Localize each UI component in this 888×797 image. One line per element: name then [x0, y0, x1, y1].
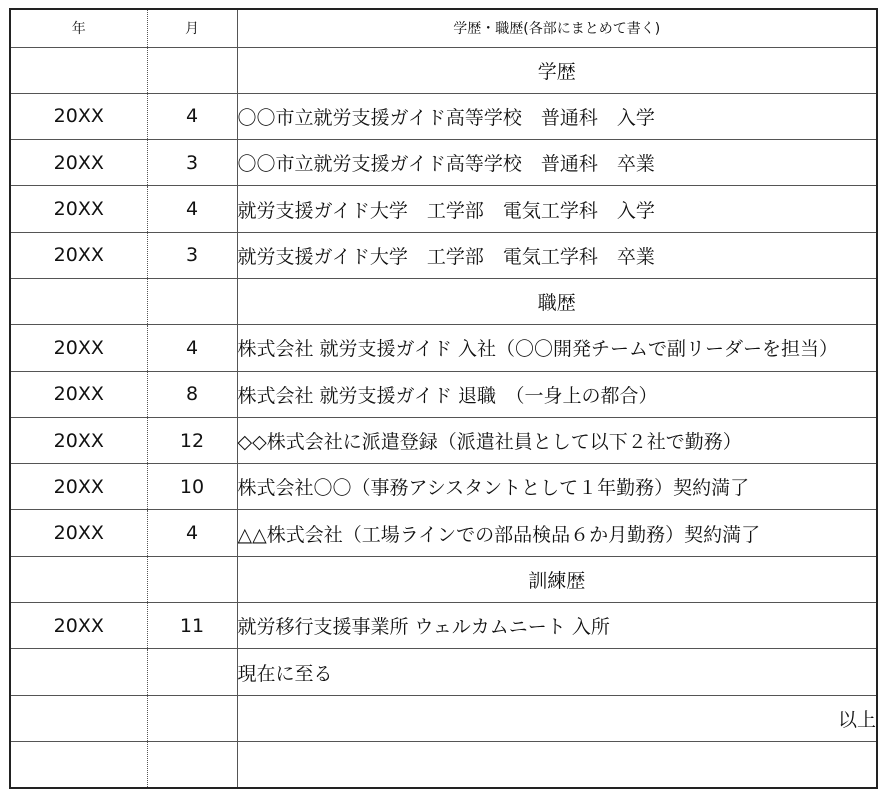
year-cell: 20XX [10, 464, 147, 510]
table-row [10, 695, 877, 741]
month-cell: 3 [147, 140, 237, 186]
detail-cell: 株式会社 就労支援ガイド 退職 （一身上の都合） [237, 371, 877, 417]
education-work-history-table [9, 8, 878, 789]
table-row [10, 741, 877, 787]
table-row [10, 649, 877, 695]
table-row [10, 325, 877, 371]
detail-cell: 〇〇市立就労支援ガイド高等学校 普通科 入学 [237, 93, 877, 139]
table-row [10, 510, 877, 556]
table-row [10, 232, 877, 278]
year-cell: 20XX [10, 186, 147, 232]
detail-cell: 現在に至る [237, 649, 877, 695]
month-cell: 4 [147, 93, 237, 139]
year-cell: 20XX [10, 417, 147, 463]
table-row [10, 603, 877, 649]
month-cell [147, 278, 237, 324]
year-cell [10, 278, 147, 324]
detail-cell: ◇◇株式会社に派遣登録（派遣社員として以下２社で勤務） [237, 417, 877, 463]
month-cell: 11 [147, 603, 237, 649]
year-cell: 20XX [10, 325, 147, 371]
detail-cell: △△株式会社（工場ラインでの部品検品６か月勤務）契約満了 [237, 510, 877, 556]
year-cell [10, 556, 147, 602]
year-cell: 20XX [10, 371, 147, 417]
table-row [10, 47, 877, 93]
detail-cell: 〇〇市立就労支援ガイド高等学校 普通科 卒業 [237, 140, 877, 186]
month-column-header: 月 [147, 9, 237, 47]
month-cell [147, 47, 237, 93]
month-cell [147, 695, 237, 741]
month-cell: 8 [147, 371, 237, 417]
month-cell: 4 [147, 510, 237, 556]
year-cell: 20XX [10, 232, 147, 278]
year-cell [10, 741, 147, 787]
table-row [10, 464, 877, 510]
year-cell: 20XX [10, 93, 147, 139]
year-cell: 20XX [10, 510, 147, 556]
month-cell: 4 [147, 325, 237, 371]
month-cell: 3 [147, 232, 237, 278]
table-row [10, 417, 877, 463]
table-row [10, 93, 877, 139]
table-row [10, 278, 877, 324]
detail-column-header: 学歴・職歴(各部にまとめて書く) [237, 9, 877, 47]
year-cell: 20XX [10, 140, 147, 186]
year-column-header: 年 [10, 9, 147, 47]
section-heading-education: 学歴 [237, 47, 877, 93]
month-cell: 12 [147, 417, 237, 463]
month-cell [147, 741, 237, 787]
table-row [10, 186, 877, 232]
detail-cell: 就労支援ガイド大学 工学部 電気工学科 卒業 [237, 232, 877, 278]
detail-cell [237, 741, 877, 787]
table-row [10, 371, 877, 417]
detail-cell: 株式会社〇〇（事務アシスタントとして１年勤務）契約満了 [237, 464, 877, 510]
table-header-row [10, 9, 877, 47]
month-cell: 4 [147, 186, 237, 232]
detail-cell: 就労支援ガイド大学 工学部 電気工学科 入学 [237, 186, 877, 232]
detail-cell: 就労移行支援事業所 ウェルカムニート 入所 [237, 603, 877, 649]
month-cell [147, 556, 237, 602]
month-cell: 10 [147, 464, 237, 510]
section-heading-work: 職歴 [237, 278, 877, 324]
year-cell [10, 649, 147, 695]
year-cell [10, 695, 147, 741]
closing-mark: 以上 [237, 695, 877, 741]
month-cell [147, 649, 237, 695]
section-heading-training: 訓練歴 [237, 556, 877, 602]
detail-cell: 株式会社 就労支援ガイド 入社（〇〇開発チームで副リーダーを担当） [237, 325, 877, 371]
year-cell: 20XX [10, 603, 147, 649]
year-cell [10, 47, 147, 93]
table-row [10, 140, 877, 186]
table-row [10, 556, 877, 602]
